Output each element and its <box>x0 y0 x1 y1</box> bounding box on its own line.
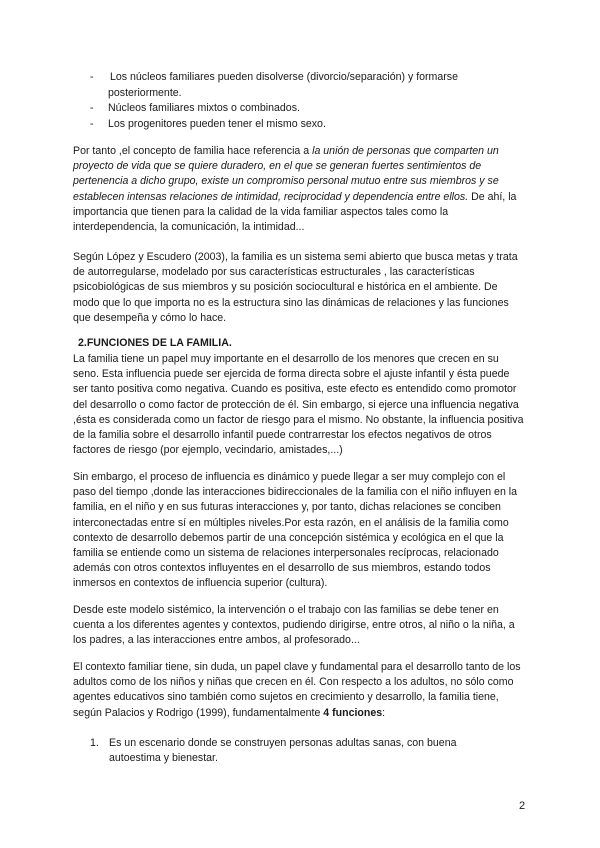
paragraph-lopez-escudero: Según López y Escudero (2003), la familia es un sistema semi abierto que busca metas y trata de autorregularse, modelado por sus características estructurales , las características psicobiológicas de sus miembros y su posición sociocultural e histórica en el ambiente. De modo que lo que importa no es la estructura sino las dinámicas de relaciones y las funciones que desempeña y cómo lo hace. <box>73 251 518 324</box>
paragraph-systemic-model: Desde este modelo sistémico, la intervención o el trabajo con las familias se debe tener en cuenta a los diferentes agentes y contextos, pudiendo dirigirse, entre otros, al niño o la niña, a los padres, a las interacciones entre ambos, al profesorado... <box>73 604 515 647</box>
para1-intro: Por tanto ,el concepto de familia hace referencia a <box>73 145 313 157</box>
numbered-list-item-text-cont: autoestima y bienestar. <box>109 752 218 764</box>
para6-bold-functions: 4 funciones <box>323 706 383 719</box>
paragraph-family-definition <box>73 144 525 235</box>
list-item-text: Los núcleos familiares pueden disolverse (divorcio/separación) y formarse <box>110 71 458 83</box>
list-item-text: Los progenitores pueden tener el mismo sexo. <box>108 118 326 130</box>
list-dash: - <box>90 118 94 130</box>
paragraph-family-context <box>73 660 525 721</box>
para6-end: : <box>382 706 386 719</box>
page-number: 2 <box>519 800 526 812</box>
numbered-list-item-text: Es un escenario donde se construyen personas adultas sanas, con buena <box>109 737 457 749</box>
list-dash: - <box>90 102 94 114</box>
section-heading: 2.FUNCIONES DE LA FAMILIA. <box>78 337 232 349</box>
list-dash: - <box>90 71 94 83</box>
paragraph-dynamic-process: Sin embargo, el proceso de influencia es dinámico y puede llegar a ser muy complejo con el paso del tiempo ,donde las interacciones bidireccionales de la familia con el niño influyen en la familia, en el niño y en sus futuras interacciones y, por tanto, dichas relaciones se conciben interconectadas entre sí en múltiples niveles.Por esta razón, en el análisis de la familia como contexto de desarrollo debemos partir de una concepción sistémica y ecológica en el que la familia se entiende como un sistema de relaciones interpersonales recíprocas, relacionado además con otros contextos influyentes en el desarrollo de sus miembros, estando todos inmersos en contextos de influencia superior (cultura). <box>73 471 518 590</box>
list-item-text-cont: posteriormente. <box>108 87 182 99</box>
list-item-text: Núcleos familiares mixtos o combinados. <box>108 102 300 114</box>
para1-rest: De ahí, la importancia que tienen para la calidad de la vida familiar aspectos tales como la interdependencia, la comunicación, la intimidad... <box>73 190 517 234</box>
numbered-list-marker: 1. <box>90 737 99 749</box>
para1-definition-italic: la unión de personas que comparten un proyecto de vida que se quiere duradero, en el que se generan fuertes sentimientos de pertenencia a dicho grupo, existe un compromiso personal mutuo entre sus miembros y se establecen intensas relaciones de intimidad, reciprocidad y dependencia entre ellos. <box>73 145 499 203</box>
paragraph-family-influence: La familia tiene un papel muy importante en el desarrollo de los menores que crecen en su seno. Esta influencia puede ser ejercida de forma directa sobre el ajuste infantil y ésta puede ser tanto positiva como negativa. Cuando es positiva, este efecto es entendido como promotor del desarrollo o como factor de protección de él. Sin embargo, si ejerce una influencia negativa ,ésta es considerada como un factor de riesgo para el mismo. No obstante, la influencia positiva de la familia sobre el desarrollo infantil puede contrarrestar los efectos negativos de otros factores de riesgo (por ejemplo, vecindario, amistades,...) <box>73 353 524 457</box>
para6-text: El contexto familiar tiene, sin duda, un papel clave y fundamental para el desarrollo tanto de los adultos como de los niños y niñas que crecen en él. Con respecto a los adultos, no sólo como agentes educativos sino también como sujetos en crecimiento y desarrollo, la familia tiene, según Palacios y Rodrigo (1999), fundamentalmente <box>73 661 521 719</box>
